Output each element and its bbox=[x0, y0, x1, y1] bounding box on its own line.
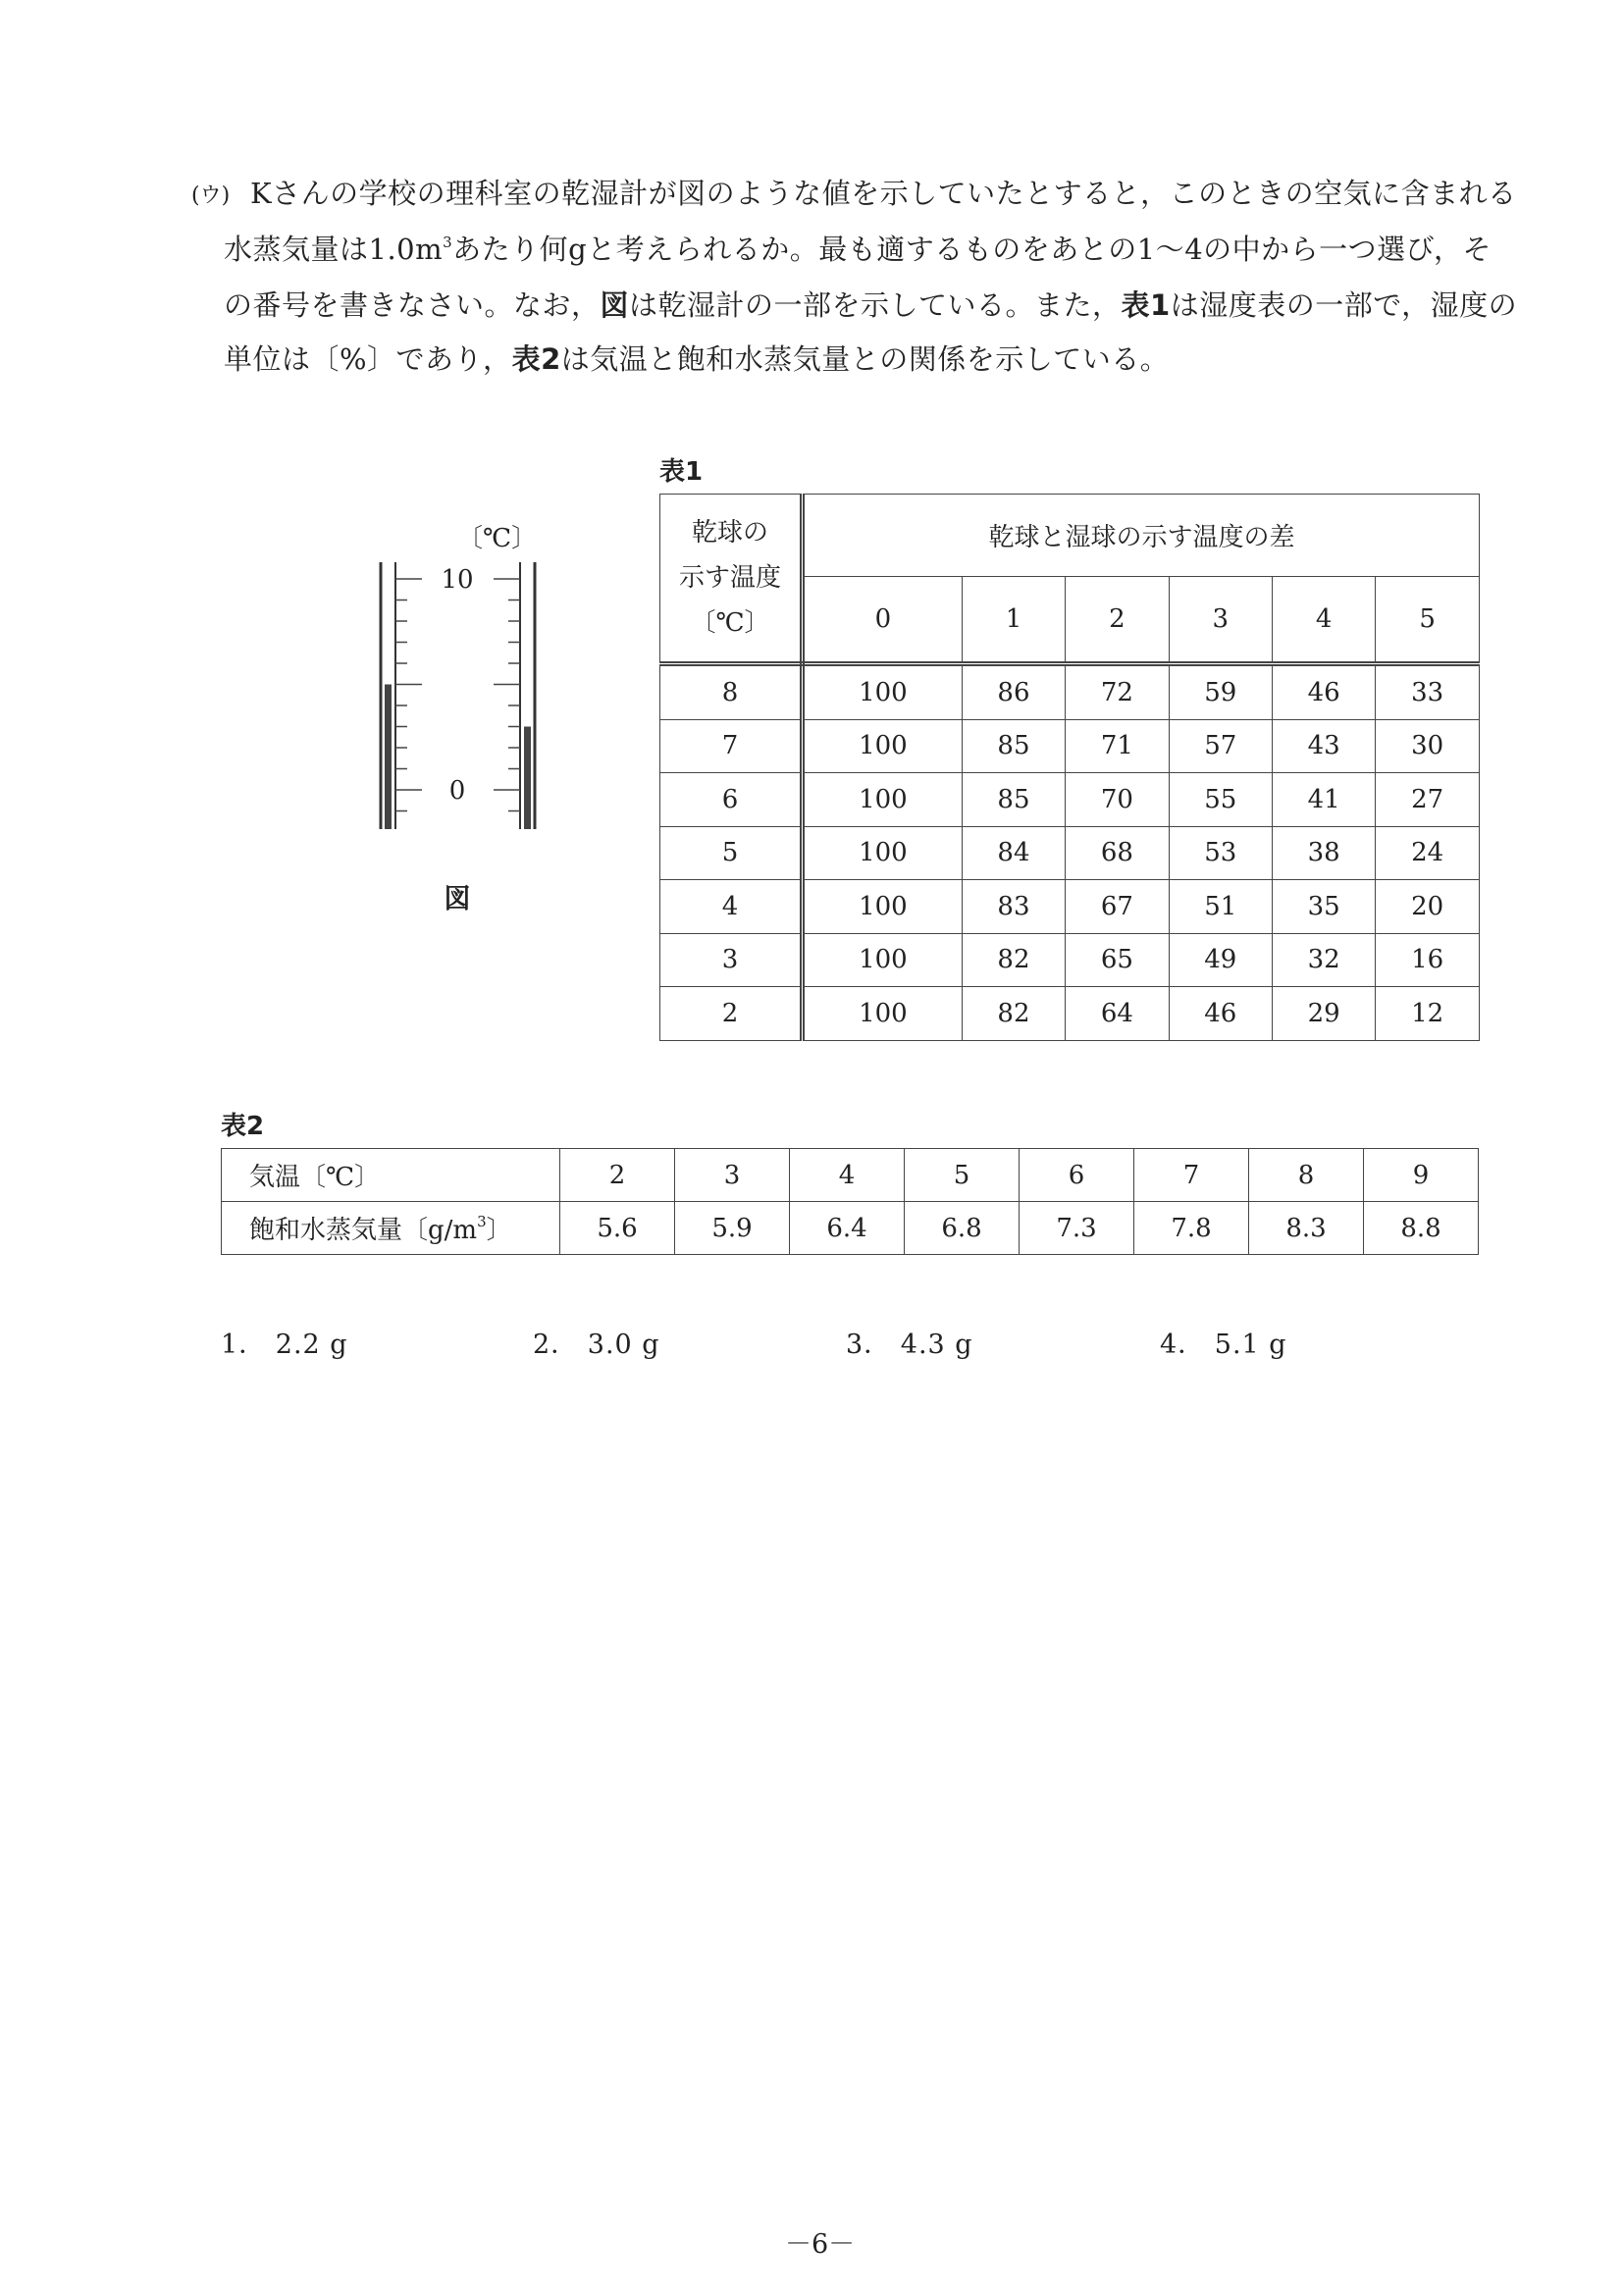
humidity-cell: 100 bbox=[803, 719, 963, 773]
saturation-cell: 5.6 bbox=[560, 1202, 675, 1255]
humidity-cell: 85 bbox=[962, 773, 1065, 827]
table2-caption: 表2 bbox=[221, 1112, 265, 1141]
humidity-cell: 64 bbox=[1066, 987, 1169, 1041]
humidity-cell: 85 bbox=[962, 719, 1065, 773]
question-number: (ウ) bbox=[191, 183, 231, 208]
question-line-2: 水蒸気量は$1.0m^3$あたり何gと考えられるか。最も適するものをあとの1～4の中から一つ選び，そ bbox=[224, 233, 1492, 266]
table-row bbox=[660, 773, 1480, 827]
humidity-cell: 100 bbox=[803, 987, 963, 1041]
temperature-cell: 2 bbox=[560, 1149, 675, 1202]
saturation-cell: 6.4 bbox=[790, 1202, 905, 1255]
humidity-cell: 83 bbox=[962, 880, 1065, 934]
dry-scale-ticks bbox=[395, 579, 422, 811]
table-row bbox=[660, 664, 1480, 720]
humidity-cell: 20 bbox=[1376, 880, 1480, 934]
humidity-cell: 35 bbox=[1272, 880, 1375, 934]
humidity-cell: 100 bbox=[803, 773, 963, 827]
humidity-cell: 12 bbox=[1376, 987, 1480, 1041]
tick-label-0: 0 bbox=[448, 776, 466, 806]
humidity-cell: 84 bbox=[962, 826, 1065, 880]
question-line-3: の番号を書きなさい。なお，図は乾湿計の一部を示している。また，表1は湿度表の一部で，湿度の bbox=[224, 288, 1518, 322]
temperature-cell: 3 bbox=[675, 1149, 790, 1202]
temperature-row bbox=[222, 1149, 1479, 1202]
unit-label: 〔℃〕 bbox=[457, 524, 538, 553]
humidity-cell: 57 bbox=[1169, 719, 1272, 773]
page-number: －6－ bbox=[785, 2229, 856, 2260]
wet-bulb-column bbox=[524, 727, 531, 830]
humidity-cell: 38 bbox=[1272, 826, 1375, 880]
temperature-cell: 9 bbox=[1364, 1149, 1479, 1202]
humidity-cell: 82 bbox=[962, 987, 1065, 1041]
column-header: 3 bbox=[1169, 577, 1272, 664]
question-line-4: 単位は〔%〕であり，表2は気温と飽和水蒸気量との関係を示している。 bbox=[224, 342, 1170, 376]
humidity-cell: 100 bbox=[803, 826, 963, 880]
tick-label-10: 10 bbox=[441, 565, 474, 595]
humidity-cell: 46 bbox=[1272, 664, 1375, 720]
row-header-cell: 乾球の 示す温度 〔℃〕 bbox=[660, 495, 803, 664]
temperature-cell: 4 bbox=[790, 1149, 905, 1202]
column-header: 4 bbox=[1272, 577, 1375, 664]
temperature-cell: 7 bbox=[1134, 1149, 1249, 1202]
saturation-cell: 8.3 bbox=[1249, 1202, 1364, 1255]
dry-bulb-temp-cell: 7 bbox=[660, 719, 803, 773]
choice-3: 3． 4.3 g bbox=[846, 1330, 973, 1360]
saturation-cell: 7.3 bbox=[1020, 1202, 1134, 1255]
temperature-label: 気温〔℃〕 bbox=[222, 1149, 560, 1202]
humidity-cell: 46 bbox=[1169, 987, 1272, 1041]
humidity-cell: 100 bbox=[803, 664, 963, 720]
humidity-cell: 82 bbox=[962, 933, 1065, 987]
humidity-cell: 29 bbox=[1272, 987, 1375, 1041]
table-row bbox=[660, 826, 1480, 880]
humidity-cell: 33 bbox=[1376, 664, 1480, 720]
column-header: 5 bbox=[1376, 577, 1480, 664]
humidity-cell: 43 bbox=[1272, 719, 1375, 773]
saturation-cell: 6.8 bbox=[905, 1202, 1020, 1255]
humidity-cell: 67 bbox=[1066, 880, 1169, 934]
saturation-label: 飽和水蒸気量〔$g/m^3$〕 bbox=[222, 1202, 560, 1255]
psychrometer-figure bbox=[363, 505, 589, 937]
humidity-cell: 100 bbox=[803, 880, 963, 934]
humidity-cell: 72 bbox=[1066, 664, 1169, 720]
humidity-cell: 70 bbox=[1066, 773, 1169, 827]
choice-4: 4． 5.1 g bbox=[1160, 1330, 1287, 1360]
humidity-cell: 27 bbox=[1376, 773, 1480, 827]
dry-bulb-temp-cell: 8 bbox=[660, 664, 803, 720]
temperature-cell: 5 bbox=[905, 1149, 1020, 1202]
dry-bulb-temp-cell: 2 bbox=[660, 987, 803, 1041]
humidity-cell: 71 bbox=[1066, 719, 1169, 773]
humidity-cell: 49 bbox=[1169, 933, 1272, 987]
column-header: 0 bbox=[803, 577, 963, 664]
table-row bbox=[660, 933, 1480, 987]
humidity-cell: 59 bbox=[1169, 664, 1272, 720]
table-row bbox=[660, 719, 1480, 773]
choice-2: 2． 3.0 g bbox=[533, 1330, 660, 1360]
dry-bulb-temp-cell: 4 bbox=[660, 880, 803, 934]
wet-scale-ticks bbox=[494, 579, 520, 811]
humidity-cell: 51 bbox=[1169, 880, 1272, 934]
saturation-row bbox=[222, 1202, 1479, 1255]
humidity-table bbox=[659, 494, 1480, 1041]
question-line-1: Kさんの学校の理科室の乾湿計が図のような値を示していたとすると，このときの空気に含まれる bbox=[250, 177, 1517, 210]
humidity-cell: 30 bbox=[1376, 719, 1480, 773]
humidity-cell: 68 bbox=[1066, 826, 1169, 880]
temperature-cell: 6 bbox=[1020, 1149, 1134, 1202]
choice-1: 1． 2.2 g bbox=[221, 1330, 348, 1360]
group-header: 乾球と湿球の示す温度の差 bbox=[803, 495, 1480, 577]
humidity-cell: 16 bbox=[1376, 933, 1480, 987]
humidity-cell: 100 bbox=[803, 933, 963, 987]
saturation-cell: 7.8 bbox=[1134, 1202, 1249, 1255]
humidity-cell: 24 bbox=[1376, 826, 1480, 880]
saturation-cell: 8.8 bbox=[1364, 1202, 1479, 1255]
saturation-table bbox=[221, 1148, 1479, 1255]
dry-bulb-temp-cell: 5 bbox=[660, 826, 803, 880]
humidity-cell: 55 bbox=[1169, 773, 1272, 827]
table-row bbox=[660, 987, 1480, 1041]
humidity-table-body bbox=[660, 664, 1480, 1041]
humidity-cell: 41 bbox=[1272, 773, 1375, 827]
table1-caption: 表1 bbox=[659, 457, 704, 487]
temperature-cell: 8 bbox=[1249, 1149, 1364, 1202]
humidity-cell: 86 bbox=[962, 664, 1065, 720]
humidity-cell: 32 bbox=[1272, 933, 1375, 987]
humidity-cell: 65 bbox=[1066, 933, 1169, 987]
dry-bulb-temp-cell: 3 bbox=[660, 933, 803, 987]
table-row bbox=[660, 880, 1480, 934]
dry-bulb-column bbox=[385, 685, 392, 830]
humidity-cell: 53 bbox=[1169, 826, 1272, 880]
column-header: 2 bbox=[1066, 577, 1169, 664]
dry-bulb-temp-cell: 6 bbox=[660, 773, 803, 827]
figure-caption: 図 bbox=[444, 884, 471, 914]
saturation-cell: 5.9 bbox=[675, 1202, 790, 1255]
column-header: 1 bbox=[962, 577, 1065, 664]
